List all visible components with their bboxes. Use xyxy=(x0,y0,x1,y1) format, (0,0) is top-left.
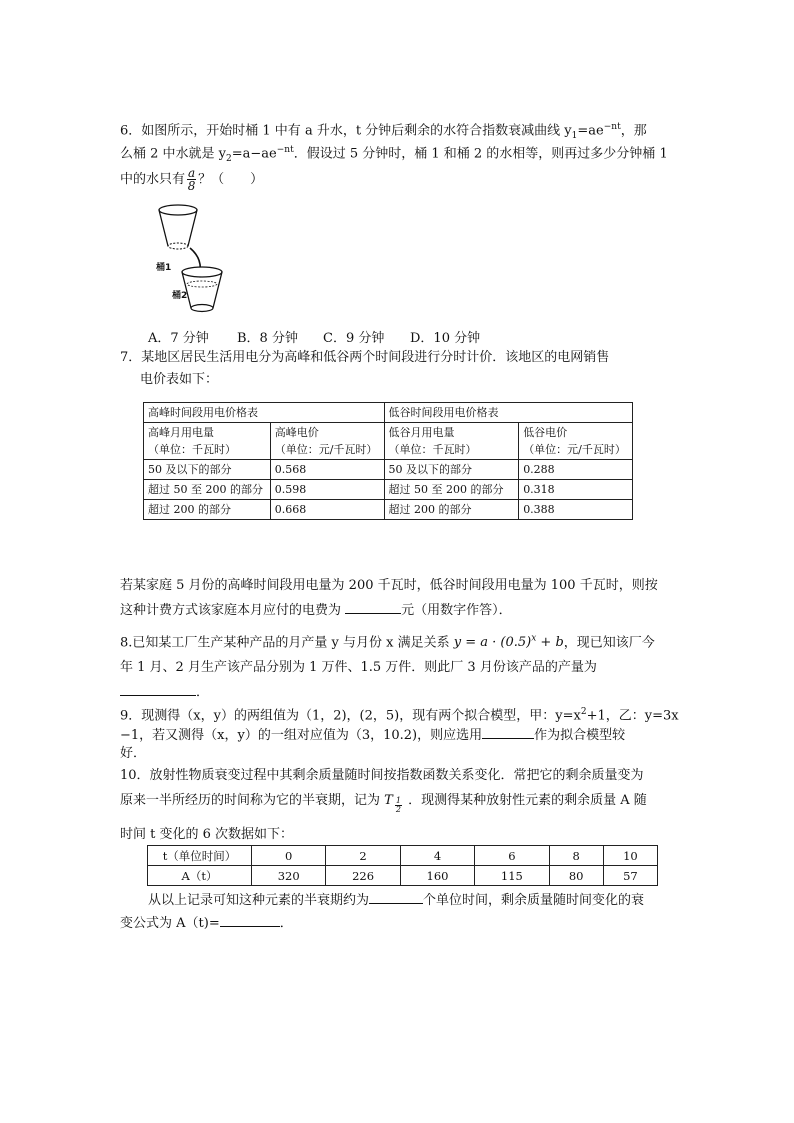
choice-a: A．7 分钟 xyxy=(148,331,209,346)
table-cell: 50 及以下的部分 xyxy=(384,460,519,480)
table-cell: 50 及以下的部分 xyxy=(144,460,271,480)
answer-blank[interactable] xyxy=(369,889,423,904)
table-cell: 超过 50 至 200 的部分 xyxy=(384,480,519,500)
q9-line-3: 好． xyxy=(120,746,147,761)
table-row xyxy=(144,480,633,500)
answer-blank[interactable] xyxy=(220,912,280,927)
table-row xyxy=(144,403,633,423)
table-cell: 0.318 xyxy=(519,480,633,500)
table-cell: 0.388 xyxy=(519,500,633,520)
valley-price-header: 低谷电价 （单位：元/千瓦时） xyxy=(519,423,633,460)
table-cell: 0.668 xyxy=(270,500,384,520)
q8-line-2: 年 1 月、2 月生产该产品分别为 1 万件、1.5 万件．则此厂 3 月份该产品的产量为 xyxy=(120,660,597,675)
valley-usage-header: 低谷月用电量 （单位：千瓦时） xyxy=(384,423,519,460)
table-cell: 160 xyxy=(400,866,474,886)
half-life-subscript: $\frac{1}{2}$ xyxy=(395,796,401,814)
choice-b: B．8 分钟 xyxy=(237,331,298,346)
table-row xyxy=(148,866,658,886)
q10-line-1: 10．放射性物质衰变过程中其剩余质量随时间按指数函数关系变化．常把它的剩余质量变为 xyxy=(120,768,644,783)
table-row xyxy=(144,460,633,480)
peak-table-title: 高峰时间段用电价格表 xyxy=(144,403,385,423)
q6-line-1: 6．如图所示，开始时桶 1 中有 a 升水，t 分钟后剩余的水符合指数衰减曲线 $y_1=ae^{-nt}$，那 xyxy=(120,122,647,141)
peak-price-header: 高峰电价 （单位：元/千瓦时） xyxy=(270,423,384,460)
table-cell: 超过 200 的部分 xyxy=(144,500,271,520)
half-life-symbol: T xyxy=(384,793,393,808)
q7-line-2: 电价表如下： xyxy=(140,372,219,387)
q8-line-3: ． xyxy=(120,681,209,702)
table-cell: 超过 200 的部分 xyxy=(384,500,519,520)
q10-line-3: 时间 t 变化的 6 次数据如下： xyxy=(120,827,294,842)
fraction-a-over-8: $\frac{a}{8}$ xyxy=(187,166,196,193)
peak-usage-header: 高峰月用电量 （单位：千瓦时） xyxy=(144,423,271,460)
bucket-diagram xyxy=(150,198,240,318)
table-row xyxy=(148,846,658,866)
q8-line-1: 8.已知某工厂生产某种产品的月产量 y 与月份 x 满足关系 $y = a \cdot (0.5)^x + b$，现已知该厂今 xyxy=(120,634,655,651)
valley-table-title: 低谷时间段用电价格表 xyxy=(384,403,633,423)
table-cell: 57 xyxy=(603,866,657,886)
q10-line-2: 原来一半所经历的时间称为它的半衰期，记为 T $\frac{1}{2}$ ．现测得某种放射性元素的剩余质量 A 随 xyxy=(120,793,647,814)
q9-line-2: −1，若又测得（x，y）的一组对应值为（3，10.2)，则应选用 作为拟合模型较 xyxy=(120,724,625,745)
q7-line-1: 7．某地区居民生活用电分为高峰和低谷两个时间段进行分时计价．该地区的电网销售 xyxy=(120,350,610,365)
bucket-2-label: 桶2 xyxy=(172,291,188,301)
table-cell: 10 xyxy=(603,846,657,866)
table-cell: 0.598 xyxy=(270,480,384,500)
q6-line-2: 么桶 2 中水就是 $y_2=a-ae^{-nt}$．假设过 5 分钟时，桶 1 和桶 2 的水相等，则再过多少分钟桶 1 xyxy=(120,145,668,164)
t-header: t（单位时间） xyxy=(148,846,252,866)
answer-blank[interactable] xyxy=(482,724,534,739)
a-header: A（t） xyxy=(148,866,252,886)
choice-d: D．10 分钟 xyxy=(410,331,481,346)
table-cell: 320 xyxy=(252,866,326,886)
table-cell: 115 xyxy=(475,866,549,886)
table-cell: 超过 50 至 200 的部分 xyxy=(144,480,271,500)
table-cell: 6 xyxy=(475,846,549,866)
table-cell: 8 xyxy=(549,846,603,866)
answer-blank[interactable] xyxy=(345,599,401,614)
table-cell: 0.288 xyxy=(519,460,633,480)
bucket-1-label: 桶1 xyxy=(156,263,172,273)
table-cell: 0 xyxy=(252,846,326,866)
table-cell: 0.568 xyxy=(270,460,384,480)
q10-after-2: 变公式为 A（t)= ． xyxy=(120,912,293,933)
electricity-price-table xyxy=(143,402,633,520)
choice-c: C．9 分钟 xyxy=(323,331,385,346)
table-cell: 4 xyxy=(400,846,474,866)
q6-line-3: 中的水只有 $\frac{a}{8}$ ？（ ） xyxy=(120,166,264,193)
decay-data-table xyxy=(147,845,658,886)
q7-after-1: 若某家庭 5 月份的高峰时间段用电量为 200 千瓦时，低谷时间段用电量为 100 千瓦时，则按 xyxy=(120,578,658,593)
q9-line-1: 9．现测得（x，y）的两组值为（1，2)，(2，5)，现有两个拟合模型，甲：$y=x^2+1$，乙：y=3x xyxy=(120,707,679,724)
table-cell: 226 xyxy=(326,866,400,886)
answer-blank[interactable] xyxy=(120,681,196,696)
table-row xyxy=(144,500,633,520)
q8-formula: $y = a \cdot (0.5)^x + b$ xyxy=(453,634,564,651)
table-cell: 80 xyxy=(549,866,603,886)
table-cell: 2 xyxy=(326,846,400,866)
table-row xyxy=(144,423,633,460)
q10-after-1: 从以上记录可知这种元素的半衰期约为 个单位时间，剩余质量随时间变化的衰 xyxy=(148,889,644,910)
q7-after-2: 这种计费方式该家庭本月应付的电费为 元（用数字作答）． xyxy=(120,599,512,620)
